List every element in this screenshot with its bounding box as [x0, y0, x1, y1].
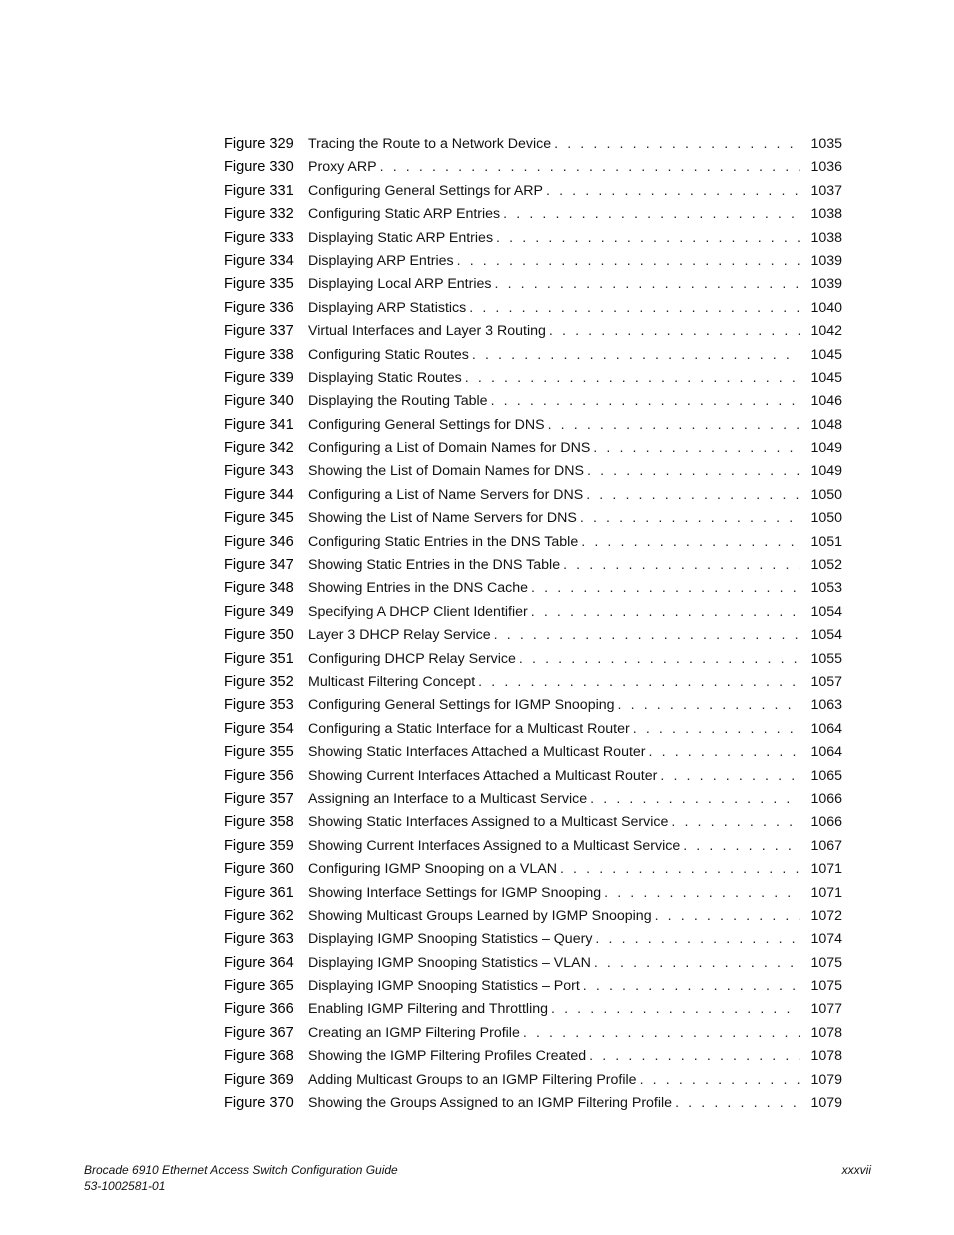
figure-title: Showing Interface Settings for IGMP Snooping	[308, 884, 602, 901]
toc-entry[interactable]	[224, 1092, 842, 1115]
page-number: 1048	[810, 416, 842, 433]
page-number: 1040	[810, 299, 842, 316]
figure-title: Configuring General Settings for IGMP Snooping	[308, 697, 615, 714]
toc-entry[interactable]	[224, 507, 842, 530]
page-number: 1078	[810, 1048, 842, 1065]
figure-label: Figure 359	[224, 837, 294, 854]
figure-label: Figure 343	[224, 463, 294, 480]
page-number: 1053	[810, 580, 842, 597]
toc-entry[interactable]	[224, 928, 842, 951]
page-number: 1051	[810, 533, 842, 550]
toc-entry[interactable]	[224, 156, 842, 179]
dot-leader	[472, 344, 800, 367]
figure-label: Figure 361	[224, 884, 294, 901]
page-number: 1046	[810, 393, 842, 410]
page-number: 1072	[810, 907, 842, 924]
figure-label: Figure 330	[224, 159, 294, 176]
toc-entry[interactable]	[224, 1022, 842, 1045]
figure-title: Showing the IGMP Filtering Profiles Created	[308, 1048, 587, 1065]
page-number: 1038	[810, 206, 842, 223]
dot-leader	[494, 624, 800, 647]
dot-leader	[583, 975, 800, 998]
footer-line-1	[84, 1162, 871, 1178]
dot-leader	[618, 694, 800, 717]
page-number: 1075	[810, 978, 842, 995]
figure-label: Figure 351	[224, 650, 294, 667]
footer-line-2	[84, 1178, 871, 1194]
figure-label: Figure 333	[224, 229, 294, 246]
page-number: 1079	[810, 1095, 842, 1112]
figure-title: Configuring a Static Interface for a Multicast Router	[308, 720, 630, 737]
figure-label: Figure 338	[224, 346, 294, 363]
figure-label: Figure 358	[224, 814, 294, 831]
page-number: 1065	[810, 767, 842, 784]
page-number: 1074	[810, 931, 842, 948]
dot-leader	[649, 741, 800, 764]
dot-leader	[494, 273, 800, 296]
page-number: 1039	[810, 276, 842, 293]
toc-entry[interactable]	[224, 460, 842, 483]
page-number: 1052	[810, 557, 842, 574]
dot-leader	[587, 460, 800, 483]
page-number: 1064	[810, 720, 842, 737]
dot-leader	[594, 952, 800, 975]
dot-leader	[503, 203, 800, 226]
figure-title: Showing Multicast Groups Learned by IGMP Snooping	[308, 907, 652, 924]
page-number: 1050	[810, 510, 842, 527]
dot-leader	[640, 1069, 800, 1092]
toc-entry[interactable]	[224, 975, 842, 998]
figure-title: Displaying the Routing Table	[308, 393, 488, 410]
page-number: 1057	[810, 673, 842, 690]
figure-label: Figure 357	[224, 790, 294, 807]
dot-leader	[581, 531, 800, 554]
figure-title: Configuring Static Routes	[308, 346, 469, 363]
dot-leader	[496, 227, 800, 250]
figure-title: Showing Static Interfaces Attached a Multicast Router	[308, 744, 646, 761]
dot-leader	[671, 811, 800, 834]
figure-label: Figure 355	[224, 744, 294, 761]
page-number: 1039	[810, 252, 842, 269]
figure-label: Figure 349	[224, 603, 294, 620]
footer-doc-number: 53-1002581-01	[84, 1179, 166, 1193]
figure-label: Figure 336	[224, 299, 294, 316]
figure-title: Displaying IGMP Snooping Statistics – Port	[308, 978, 580, 995]
toc-entry[interactable]	[224, 905, 842, 928]
toc-entry[interactable]	[224, 484, 842, 507]
figure-label: Figure 369	[224, 1071, 294, 1088]
page-number: 1054	[810, 603, 842, 620]
dot-leader	[465, 367, 800, 390]
footer-page-number: xxxvii	[841, 1163, 871, 1177]
toc-entry[interactable]	[224, 858, 842, 881]
toc-entry[interactable]	[224, 577, 842, 600]
figure-label: Figure 331	[224, 182, 294, 199]
dot-leader	[560, 858, 800, 881]
toc-entry[interactable]	[224, 320, 842, 343]
toc-entry[interactable]	[224, 952, 842, 975]
figure-title: Configuring General Settings for DNS	[308, 416, 545, 433]
page-number: 1066	[810, 814, 842, 831]
figure-title: Multicast Filtering Concept	[308, 673, 476, 690]
dot-leader	[660, 765, 800, 788]
page-number: 1050	[810, 486, 842, 503]
dot-leader	[546, 180, 800, 203]
figure-label: Figure 367	[224, 1024, 294, 1041]
dot-leader	[478, 671, 800, 694]
figure-title: Configuring Static ARP Entries	[308, 206, 501, 223]
toc-entry[interactable]	[224, 788, 842, 811]
figure-title: Configuring IGMP Snooping on a VLAN	[308, 861, 557, 878]
figure-label: Figure 329	[224, 136, 294, 152]
figure-label: Figure 346	[224, 533, 294, 550]
toc-entry[interactable]	[224, 367, 842, 390]
figure-label: Figure 347	[224, 557, 294, 574]
dot-leader	[604, 882, 800, 905]
dot-leader	[675, 1092, 800, 1115]
page-number: 1042	[810, 323, 842, 340]
toc-entry[interactable]	[224, 554, 842, 577]
dot-leader	[554, 133, 800, 156]
figure-title: Creating an IGMP Filtering Profile	[308, 1024, 520, 1041]
toc-entry[interactable]	[224, 133, 842, 156]
figure-title: Tracing the Route to a Network Device	[308, 136, 552, 152]
page-number: 1038	[810, 229, 842, 246]
page-number: 1064	[810, 744, 842, 761]
dot-leader	[595, 928, 800, 951]
figure-label: Figure 362	[224, 907, 294, 924]
figure-title: Showing the List of Domain Names for DNS	[308, 463, 584, 480]
figure-title: Displaying ARP Entries	[308, 252, 454, 269]
figure-label: Figure 363	[224, 931, 294, 948]
figure-title: Displaying IGMP Snooping Statistics – Query	[308, 931, 593, 948]
figure-title: Layer 3 DHCP Relay Service	[308, 627, 491, 644]
figure-title: Configuring General Settings for ARP	[308, 182, 544, 199]
dot-leader	[593, 437, 800, 460]
dot-leader	[523, 1022, 800, 1045]
figure-label: Figure 340	[224, 393, 294, 410]
toc-entry[interactable]	[224, 414, 842, 437]
page-number: 1045	[810, 346, 842, 363]
toc-entry[interactable]	[224, 694, 842, 717]
figure-label: Figure 364	[224, 954, 294, 971]
toc-entry[interactable]	[224, 1069, 842, 1092]
dot-leader	[380, 156, 800, 179]
figure-title: Showing Current Interfaces Assigned to a Multicast Service	[308, 837, 681, 854]
toc-entry[interactable]	[224, 624, 842, 647]
dot-leader	[589, 1045, 800, 1068]
figure-label: Figure 366	[224, 1001, 294, 1018]
toc-entry[interactable]	[224, 437, 842, 460]
figure-label: Figure 360	[224, 861, 294, 878]
page-number: 1049	[810, 440, 842, 457]
dot-leader	[655, 905, 800, 928]
page-number: 1071	[810, 861, 842, 878]
toc-entry[interactable]	[224, 718, 842, 741]
figure-label: Figure 345	[224, 510, 294, 527]
dot-leader	[531, 601, 800, 624]
dot-leader	[633, 718, 800, 741]
toc-entry[interactable]	[224, 203, 842, 226]
footer-guide-title: Brocade 6910 Ethernet Access Switch Configuration Guide	[84, 1163, 398, 1177]
dot-leader	[549, 320, 800, 343]
figure-title: Displaying IGMP Snooping Statistics – VLAN	[308, 954, 591, 971]
dot-leader	[469, 297, 800, 320]
figure-title: Configuring a List of Name Servers for DNS	[308, 486, 584, 503]
figure-title: Adding Multicast Groups to an IGMP Filtering Profile	[308, 1071, 637, 1088]
page-footer	[84, 1162, 871, 1194]
toc-entry[interactable]	[224, 344, 842, 367]
figure-title: Displaying ARP Statistics	[308, 299, 467, 316]
figure-title: Proxy ARP	[308, 159, 377, 176]
toc-entry[interactable]	[224, 741, 842, 764]
toc-entry[interactable]	[224, 882, 842, 905]
dot-leader	[551, 998, 800, 1021]
page-number: 1055	[810, 650, 842, 667]
figure-label: Figure 370	[224, 1095, 294, 1112]
toc-entry[interactable]	[224, 297, 842, 320]
figure-title: Virtual Interfaces and Layer 3 Routing	[308, 323, 546, 340]
toc-entry[interactable]	[224, 998, 842, 1021]
dot-leader	[683, 835, 800, 858]
toc-entry[interactable]	[224, 601, 842, 624]
toc-entry[interactable]	[224, 835, 842, 858]
toc-entry[interactable]	[224, 390, 842, 413]
page-number: 1035	[810, 136, 842, 152]
toc-entry[interactable]	[224, 1045, 842, 1068]
figure-label: Figure 339	[224, 369, 294, 386]
dot-leader	[563, 554, 800, 577]
figure-label: Figure 348	[224, 580, 294, 597]
figure-label: Figure 352	[224, 673, 294, 690]
dot-leader	[586, 484, 800, 507]
figure-title: Showing the Groups Assigned to an IGMP Filtering Profile	[308, 1095, 673, 1112]
list-of-figures	[224, 133, 842, 1115]
page-number: 1071	[810, 884, 842, 901]
page-number: 1054	[810, 627, 842, 644]
figure-label: Figure 368	[224, 1048, 294, 1065]
figure-title: Enabling IGMP Filtering and Throttling	[308, 1001, 549, 1018]
figure-title: Showing Static Entries in the DNS Table	[308, 557, 561, 574]
toc-entry[interactable]	[224, 273, 842, 296]
page-number: 1067	[810, 837, 842, 854]
dot-leader	[519, 648, 800, 671]
page-number: 1049	[810, 463, 842, 480]
dot-leader	[491, 390, 800, 413]
figure-label: Figure 365	[224, 978, 294, 995]
figure-label: Figure 335	[224, 276, 294, 293]
toc-entry[interactable]	[224, 811, 842, 834]
page-number: 1075	[810, 954, 842, 971]
toc-entry[interactable]	[224, 250, 842, 273]
figure-title: Displaying Static ARP Entries	[308, 229, 494, 246]
figure-label: Figure 342	[224, 440, 294, 457]
figure-title: Displaying Static Routes	[308, 369, 462, 386]
figure-title: Specifying A DHCP Client Identifier	[308, 603, 528, 620]
page-number: 1078	[810, 1024, 842, 1041]
figure-title: Configuring Static Entries in the DNS Table	[308, 533, 579, 550]
page-number: 1036	[810, 159, 842, 176]
page-number: 1063	[810, 697, 842, 714]
figure-title: Assigning an Interface to a Multicast Service	[308, 790, 588, 807]
figure-title: Displaying Local ARP Entries	[308, 276, 492, 293]
page-number: 1045	[810, 369, 842, 386]
figure-label: Figure 332	[224, 206, 294, 223]
toc-entry[interactable]	[224, 531, 842, 554]
toc-entry[interactable]	[224, 227, 842, 250]
dot-leader	[457, 250, 800, 273]
dot-leader	[548, 414, 800, 437]
figure-title: Showing Static Interfaces Assigned to a Multicast Service	[308, 814, 669, 831]
figure-title: Showing the List of Name Servers for DNS	[308, 510, 577, 527]
dot-leader	[590, 788, 800, 811]
figure-title: Configuring DHCP Relay Service	[308, 650, 516, 667]
figure-title: Configuring a List of Domain Names for DNS	[308, 440, 591, 457]
figure-label: Figure 334	[224, 252, 294, 269]
figure-label: Figure 353	[224, 697, 294, 714]
dot-leader	[531, 577, 800, 600]
toc-entry[interactable]	[224, 180, 842, 203]
toc-entry[interactable]	[224, 765, 842, 788]
figure-title: Showing Current Interfaces Attached a Multicast Router	[308, 767, 658, 784]
page-number: 1079	[810, 1071, 842, 1088]
figure-label: Figure 341	[224, 416, 294, 433]
page-number: 1037	[810, 182, 842, 199]
figure-title: Showing Entries in the DNS Cache	[308, 580, 529, 597]
figure-label: Figure 344	[224, 486, 294, 503]
toc-entry[interactable]	[224, 671, 842, 694]
figure-label: Figure 337	[224, 323, 294, 340]
toc-entry[interactable]	[224, 648, 842, 671]
dot-leader	[580, 507, 800, 530]
page-number: 1066	[810, 790, 842, 807]
figure-label: Figure 356	[224, 767, 294, 784]
figure-label: Figure 354	[224, 720, 294, 737]
page-number: 1077	[810, 1001, 842, 1018]
figure-label: Figure 350	[224, 627, 294, 644]
